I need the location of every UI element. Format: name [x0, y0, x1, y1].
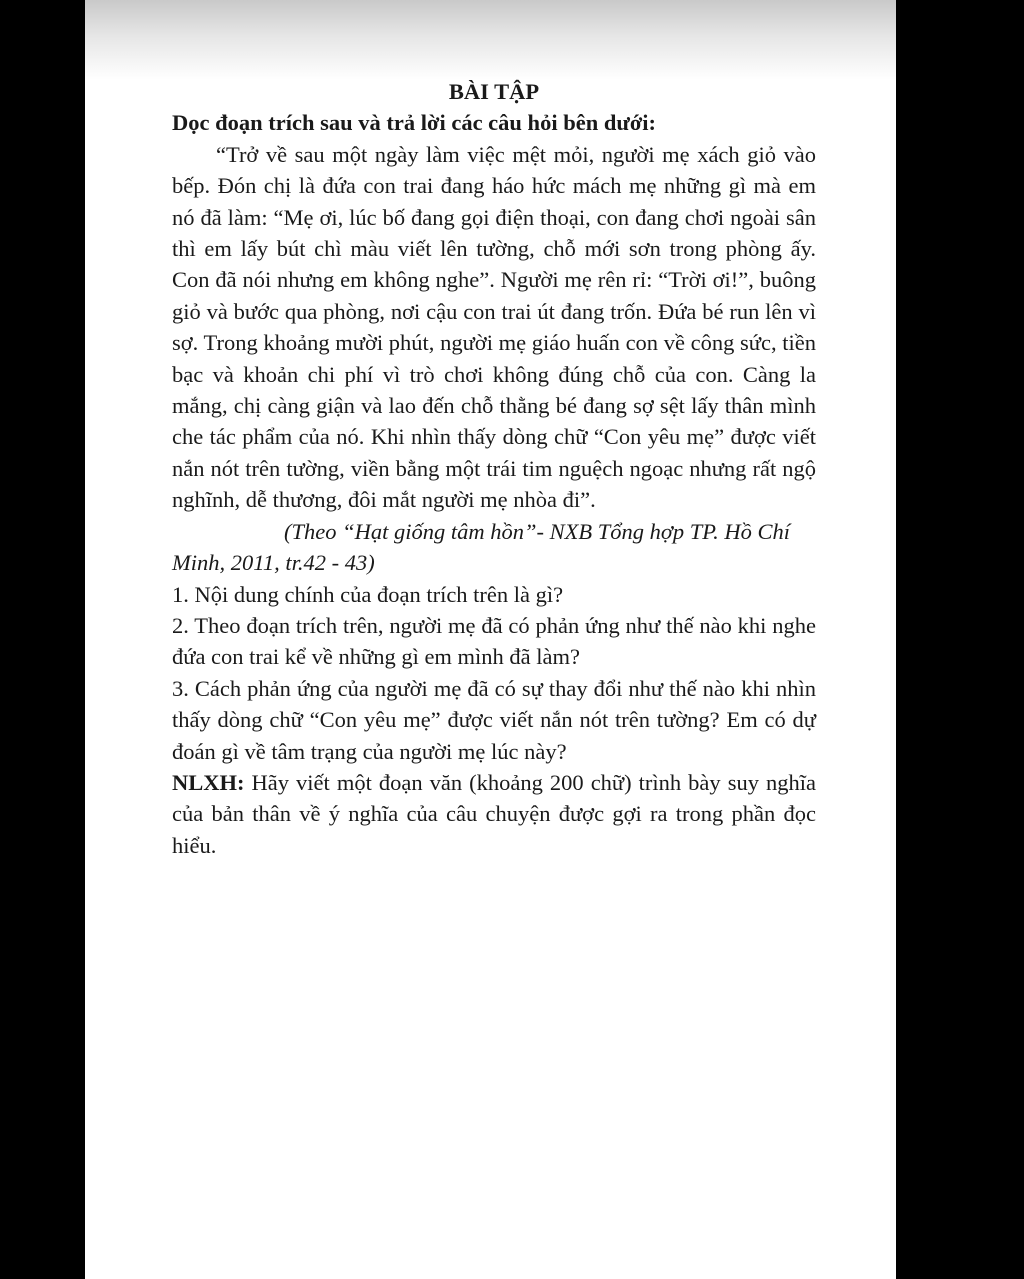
- exercise-title: BÀI TẬP: [448, 79, 540, 104]
- document-page: [85, 0, 896, 1279]
- question-3: 3. Cách phản ứng của người mẹ đã có sự thay đổi như thế nào khi nhìn thấy dòng chữ “Con yêu mẹ” được viết nắn nót trên tường? Em có dự đoán gì về tâm trạng của người mẹ lúc này?: [172, 675, 816, 764]
- question-1: 1. Nội dung chính của đoạn trích trên là gì?: [172, 581, 564, 607]
- essay-task-label: NLXH:: [172, 769, 245, 795]
- reading-instruction: Dọc đoạn trích sau và trả lời các câu hỏi bên dưới:: [172, 110, 657, 136]
- document-content: [172, 76, 816, 861]
- essay-task-text: Hãy viết một đoạn văn (khoảng 200 chữ) trình bày suy nghĩa của bản thân về ý nghĩa của câu chuyện được gợi ra trong phần đọc hiểu.: [172, 769, 816, 858]
- excerpt-source: (Theo “Hạt giống tâm hồn”- NXB Tổng hợp TP. Hồ Chí Minh, 2011, tr.42 - 43): [172, 518, 791, 576]
- excerpt-passage: “Trở về sau một ngày làm việc mệt mỏi, người mẹ xách giỏ vào bếp. Đón chị là đứa con trai đang háo hức mách mẹ những gì mà em nó đã làm: “Mẹ ơi, lúc bố đang gọi điện thoại, con đang chơi ngoài sân thì em lấy bút chì màu viết lên tường, chỗ mới sơn trong phòng ấy. Con đã nói nhưng em không nghe”. Người mẹ rên rỉ: “Trời ơi!”, buông giỏ và bước qua phòng, nơi cậu con trai út đang trốn. Đứa bé run lên vì sợ. Trong khoảng mười phút, người mẹ giáo huấn con về công sức, tiền bạc và khoản chi phí vì trò chơi không đúng chỗ của con. Càng la mắng, chị càng giận và lao đến chỗ thằng bé đang sợ sệt lấy thân mình che tác phẩm của nó. Khi nhìn thấy dòng chữ “Con yêu mẹ” được viết nắn nót trên tường, viền bằng một trái tim nguệch ngoạc nhưng rất ngộ nghĩnh, dễ thương, đôi mắt người mẹ nhòa đi”.: [172, 141, 816, 513]
- page-top-shadow: [85, 0, 896, 80]
- question-2: 2. Theo đoạn trích trên, người mẹ đã có phản ứng như thế nào khi nghe đứa con trai kể về những gì em mình đã làm?: [172, 612, 816, 670]
- essay-task: [172, 767, 816, 861]
